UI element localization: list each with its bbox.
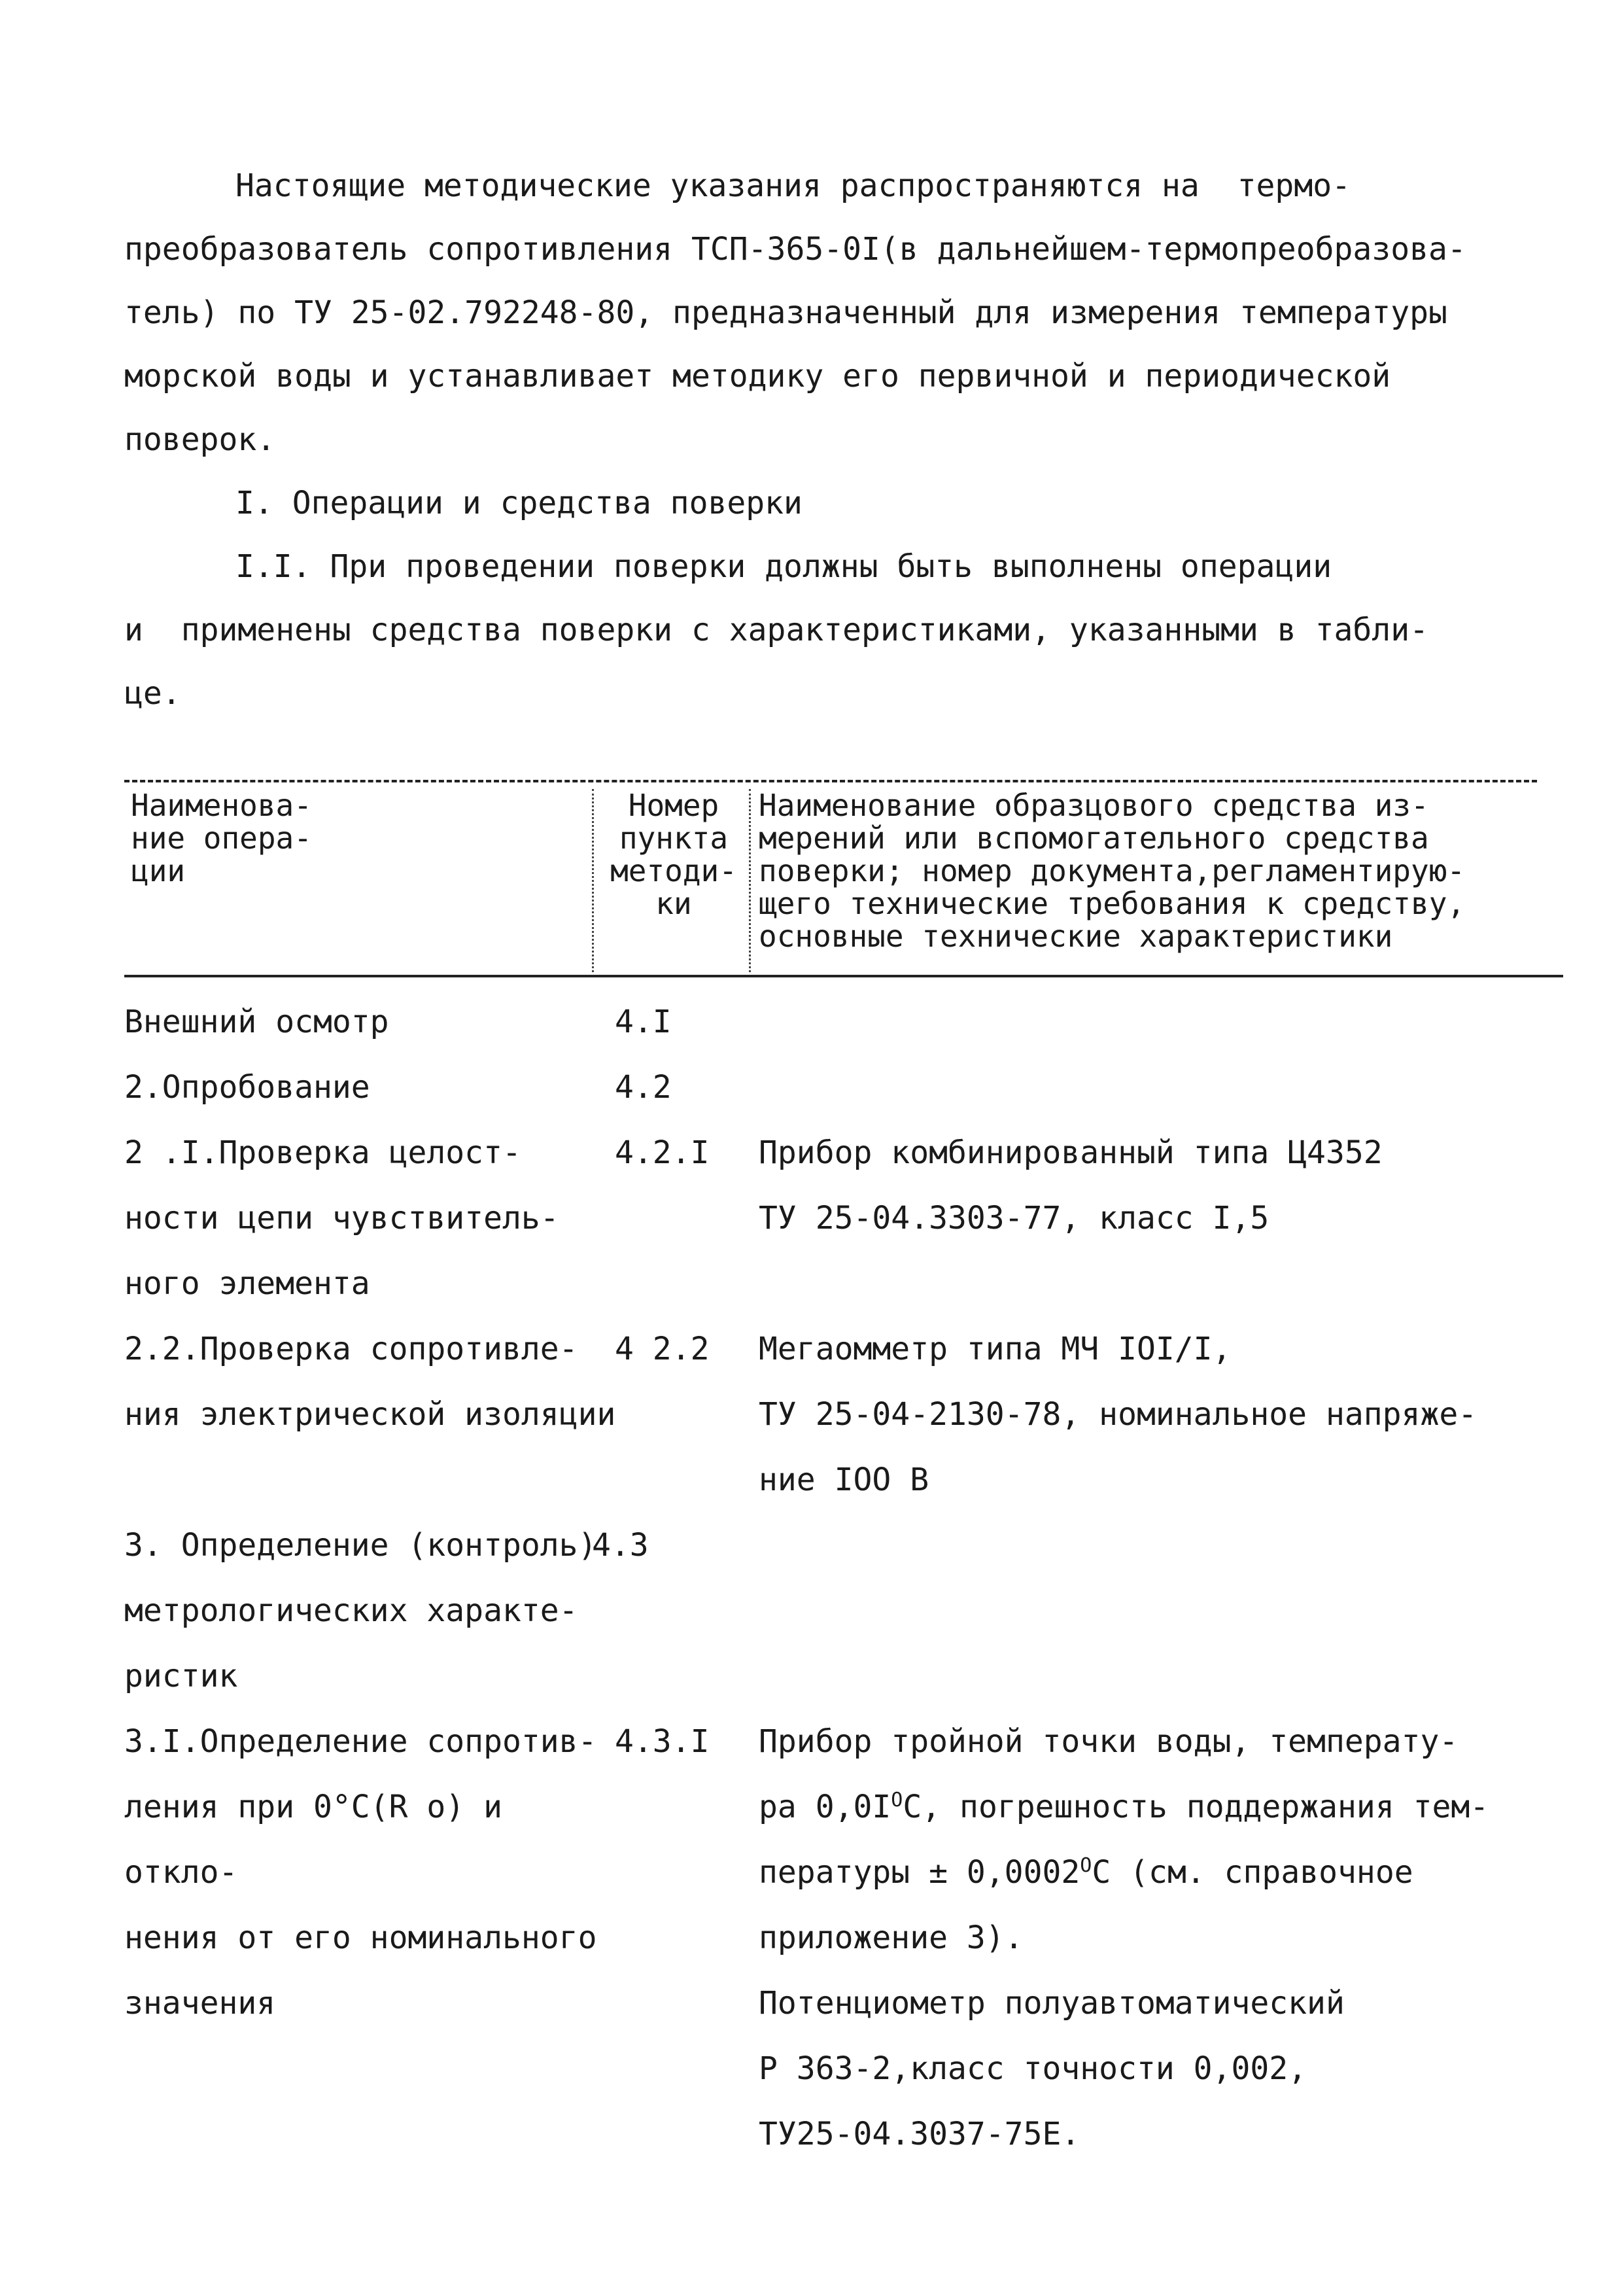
header-text: мерений или вспомогательного средства: [759, 820, 1429, 856]
intro-line: це.: [124, 675, 181, 712]
op-text: метрологических характе-: [124, 1592, 578, 1629]
header-col-number: [602, 789, 746, 920]
op-text: значения: [124, 1985, 276, 2022]
op-text: ного элемента: [124, 1265, 370, 1302]
instrument-text: ТУ 25-04-2130-78, номинальное напряже-: [759, 1396, 1477, 1433]
op-text: 2.2.Проверка сопротивле-: [124, 1331, 578, 1367]
num-cell: 4 2.2: [615, 1331, 710, 1367]
instrument-text: Мегаомметр типа МЧ IOI/I,: [759, 1331, 1232, 1367]
op-text: ности цепи чувствитель-: [124, 1200, 559, 1236]
header-col-operation: [131, 789, 576, 887]
op-cell: [124, 1316, 621, 1447]
op-cell: [124, 989, 621, 1055]
intro-line: преобразователь сопротивления ТСП-365-0I(в дальнейшем-термопреобразова-: [124, 231, 1466, 268]
table-top-rule: [124, 780, 1537, 782]
op-cell: [124, 1709, 621, 2036]
header-text: Наименование образцового средства из-: [759, 788, 1429, 823]
instrument-text: Потенциометр полуавтоматический: [759, 1985, 1345, 2022]
op-cell: [124, 1055, 621, 1120]
instrument-text: приложение 3).: [759, 1919, 1024, 1956]
intro-line: морской воды и устанавливает методику его первичной и периодической: [124, 358, 1391, 394]
instrument-text: [759, 1840, 1576, 1905]
op-cell: [124, 1513, 621, 1709]
header-text: щего технические требования к средству,: [759, 886, 1466, 921]
header-text: методи-: [610, 853, 737, 888]
intro-text: [124, 154, 1524, 726]
intro-line: Настоящие методические указания распространяются на термо-: [235, 167, 1351, 204]
op-text: ления при 0°С(R о) и откло-: [124, 1789, 502, 1891]
instrument-cell: [759, 1316, 1576, 1513]
instrument-text: ТУ25-04.3037-75Е.: [759, 2116, 1080, 2152]
op-text: нения от его номинального: [124, 1919, 597, 1956]
degree-sup: O: [891, 1789, 903, 1812]
op-text: 3.I.Определение сопротив-: [124, 1723, 597, 1760]
header-text: пункта: [619, 820, 729, 856]
degree-sup: O: [1080, 1854, 1092, 1877]
num-cell: 4.2: [615, 1069, 672, 1106]
header-col-instrument: [759, 789, 1570, 953]
op-text: Внешний осмотр: [124, 1004, 389, 1040]
instrument-text: ТУ 25-04.3303-77, класс I,5: [759, 1200, 1270, 1236]
op-cell: [124, 1120, 621, 1316]
table-header-rule: [124, 975, 1563, 977]
intro-line: и применены средства поверки с характеристиками, указанными в табли-: [124, 612, 1428, 648]
header-text: Наименова-: [131, 788, 312, 823]
num-cell: 4.2.I: [615, 1134, 710, 1171]
instrument-text: Р 363-2,класс точности 0,002,: [759, 2050, 1307, 2087]
num-cell: 4.3.I: [615, 1723, 710, 1760]
instrument-text: Прибор тройной точки воды, температу-: [759, 1723, 1459, 1760]
instrument-text-part: пературы ± 0,0002: [759, 1854, 1080, 1891]
op-text: ния электрической изоляции: [124, 1396, 616, 1433]
intro-line: тель) по ТУ 25-02.792248-80, предназначенный для измерения температуры: [124, 294, 1447, 331]
num-cell: 4.3: [592, 1527, 649, 1564]
header-text: поверки; номер документа,регламентирую-: [759, 853, 1466, 888]
instrument-text-part: С, погрешность поддержания тем-: [903, 1789, 1489, 1825]
instrument-text-part: ра 0,0I: [759, 1789, 891, 1825]
instrument-cell: [759, 1120, 1576, 1251]
header-text: ки: [655, 886, 692, 921]
intro-line: I.I. При проведении поверки должны быть выполнены операции: [235, 548, 1332, 585]
column-divider: [749, 789, 751, 972]
instrument-cell: [759, 1709, 1576, 2167]
instrument-text: Прибор комбинированный типа Ц4352: [759, 1134, 1383, 1171]
op-text: 2 .I.Проверка целост-: [124, 1134, 521, 1171]
header-text: ции: [131, 853, 186, 888]
op-text: 2.Опробование: [124, 1069, 370, 1106]
header-text: ние опера-: [131, 820, 312, 856]
instrument-text: [759, 1774, 1576, 1840]
intro-line: поверок.: [124, 421, 276, 458]
op-text: ристик: [124, 1658, 238, 1694]
op-text: 3. Определение (контроль): [124, 1527, 597, 1564]
num-cell: 4.I: [615, 1004, 672, 1040]
section-title: I. Операции и средства поверки: [235, 485, 803, 521]
instrument-text: ние IOO В: [759, 1462, 929, 1498]
instrument-text-part: С (см. справочное: [1092, 1854, 1413, 1891]
header-text: Номер: [628, 788, 719, 823]
header-text: основные технические характеристики: [759, 919, 1393, 954]
column-divider: [592, 789, 594, 972]
